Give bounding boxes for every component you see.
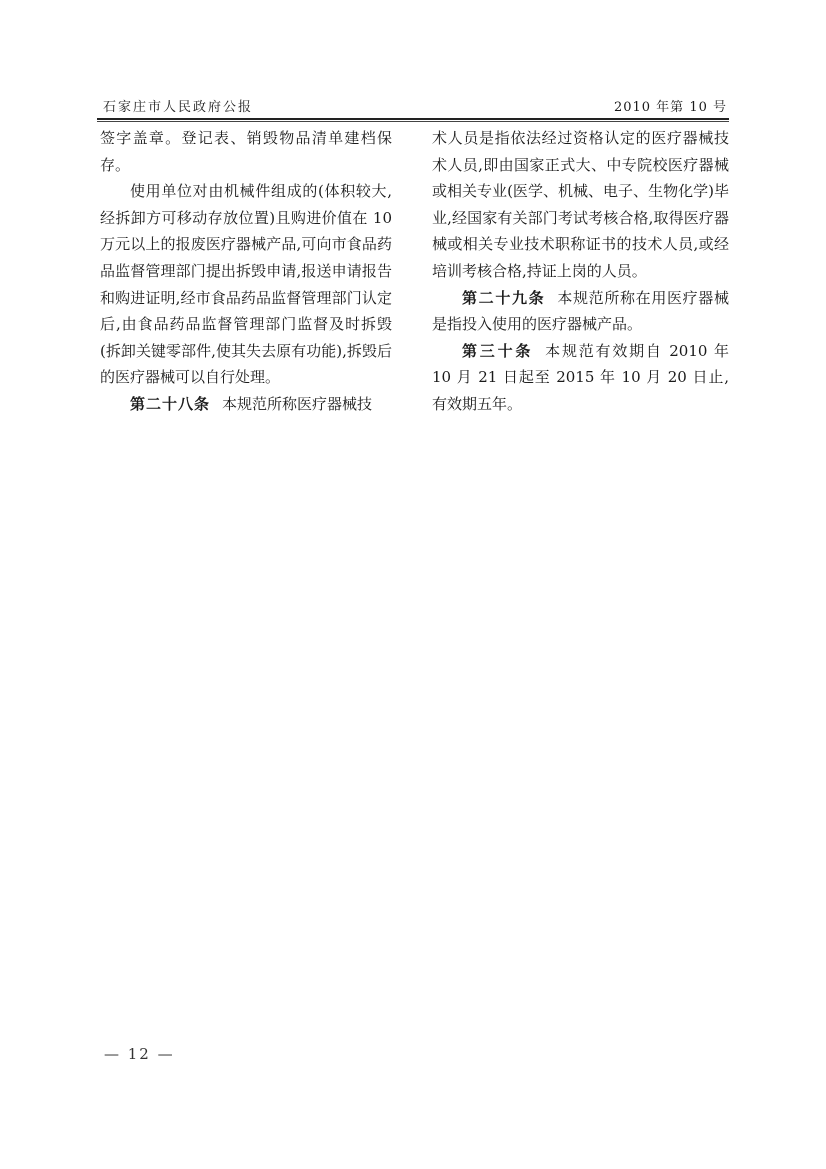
header-rule-secondary bbox=[97, 121, 729, 122]
issue-number: 2010 年第 10 号 bbox=[613, 100, 727, 115]
article-30-text: 本规范有效期自 2010 年 10 月 21 日起至 2015 年 10 月 20 日止,有效期五年。 bbox=[432, 341, 729, 413]
article-30 bbox=[432, 338, 729, 418]
header-rule bbox=[97, 118, 729, 120]
paragraph-dismantling: 使用单位对由机械件组成的(体积较大,经拆卸方可移动存放位置)且购进价值在 10 万元以上的报废医疗器械产品,可向市食品药品监督管理部门提出拆毁申请,报送申请报告和购进证明,经市食品药品监督管理部门认定后,由食品药品监督管理部门监督及时拆毁(拆卸关键零部件,使其失去原有功能),拆毁后的医疗器械可以自行处理。 bbox=[100, 182, 392, 387]
paragraph-continuation: 签字盖章。登记表、销毁物品清单建档保存。 bbox=[100, 129, 392, 174]
publication-title: 石家庄市人民政府公报 bbox=[103, 100, 254, 115]
article-28-text: 本规范所称医疗器械技 bbox=[222, 394, 373, 413]
running-header bbox=[97, 96, 729, 120]
right-column bbox=[432, 125, 729, 418]
article-29-heading: 第二十九条 bbox=[462, 288, 546, 307]
article-30-heading: 第三十条 bbox=[462, 341, 534, 360]
article-28-heading: 第二十八条 bbox=[130, 394, 211, 413]
page-number: — 12 — bbox=[104, 1045, 175, 1063]
article-28 bbox=[100, 391, 392, 418]
left-column bbox=[100, 125, 392, 418]
article-29 bbox=[432, 285, 729, 338]
article-28-continuation: 术人员是指依法经过资格认定的医疗器械技术人员,即由国家正式大、中专院校医疗器械或相关专业(医学、机械、电子、生物化学)毕业,经国家有关部门考试考核合格,取得医疗器械或相关专业技术职称证书的技术人员,或经培训考核合格,持证上岗的人员。 bbox=[432, 129, 729, 280]
article-29-text: 本规范所称在用医疗器械是指投入使用的医疗器械产品。 bbox=[432, 288, 729, 334]
